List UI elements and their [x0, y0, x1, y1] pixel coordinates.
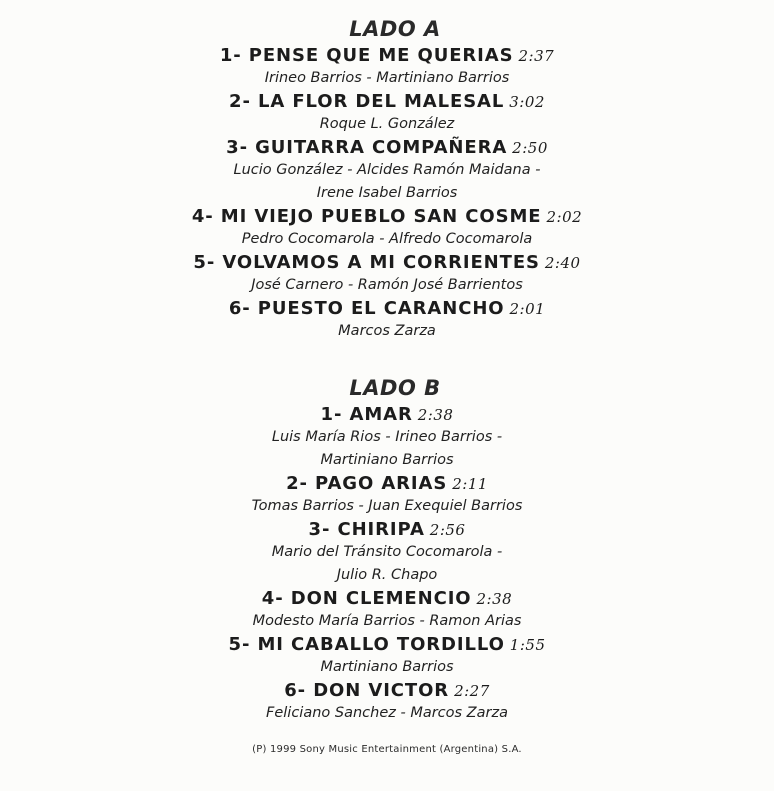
track-heading	[0, 90, 774, 113]
track-duration: 1:55	[509, 636, 546, 654]
track-duration: 3:02	[509, 93, 545, 111]
track-item	[0, 205, 774, 251]
track-credit: Lucio González - Alcides Ramón Maidana -	[233, 162, 541, 178]
track-credit: José Carnero - Ramón José Barrientos	[251, 277, 523, 293]
track-item	[0, 44, 774, 90]
track-heading	[0, 403, 774, 426]
track-duration: 2:38	[476, 590, 513, 608]
track-title: 5- VOLVAMOS A MI CORRIENTES	[193, 252, 540, 273]
track-duration: 2:56	[429, 521, 466, 539]
track-credit: Marcos Zarza	[338, 323, 436, 339]
side-b-title: LADO B	[349, 376, 441, 400]
track-title: 4- MI VIEJO PUEBLO SAN COSME	[191, 206, 542, 227]
track-duration: 2:02	[546, 208, 583, 226]
track-item	[0, 403, 774, 472]
track-credit: Mario del Tránsito Cocomarola -	[271, 544, 503, 560]
side-b	[0, 373, 774, 725]
track-heading	[0, 136, 774, 159]
track-credit: Luis María Rios - Irineo Barrios -	[271, 429, 503, 445]
track-title: 1- PENSE QUE ME QUERIAS	[219, 45, 514, 66]
track-title: 5- MI CABALLO TORDILLO	[228, 634, 505, 655]
track-credit: Pedro Cocomarola - Alfredo Cocomarola	[241, 231, 533, 247]
track-credit: Roque L. González	[319, 116, 455, 132]
track-heading	[0, 251, 774, 274]
track-item	[0, 679, 774, 725]
track-duration: 2:38	[417, 406, 454, 424]
track-credit: Martiniano Barrios	[320, 452, 454, 468]
track-heading	[0, 205, 774, 228]
track-heading	[0, 518, 774, 541]
copyright-notice: (P) 1999 Sony Music Entertainment (Argentina) S.A.	[252, 744, 522, 755]
track-title: 2- PAGO ARIAS	[286, 473, 448, 494]
track-item	[0, 136, 774, 205]
track-item	[0, 297, 774, 343]
side-a-track-list	[0, 44, 774, 343]
track-item	[0, 633, 774, 679]
track-duration: 2:50	[512, 139, 548, 157]
track-title: 1- AMAR	[320, 404, 413, 425]
track-item	[0, 518, 774, 587]
track-duration: 2:40	[544, 254, 581, 272]
track-heading	[0, 44, 774, 67]
track-item	[0, 472, 774, 518]
side-a	[0, 14, 774, 343]
track-credit: Julio R. Chapo	[336, 567, 438, 583]
track-title: 3- CHIRIPA	[308, 519, 425, 540]
track-credit: Feliciano Sanchez - Marcos Zarza	[266, 705, 508, 721]
side-b-track-list	[0, 403, 774, 725]
track-duration: 2:27	[454, 682, 490, 700]
track-heading	[0, 587, 774, 610]
track-duration: 2:37	[518, 47, 555, 65]
track-credit: Martiniano Barrios	[320, 659, 454, 675]
track-title: 6- PUESTO EL CARANCHO	[228, 298, 505, 319]
side-a-title: LADO A	[349, 17, 441, 41]
track-heading	[0, 472, 774, 495]
track-title: 2- LA FLOR DEL MALESAL	[229, 91, 505, 112]
track-heading	[0, 297, 774, 320]
track-duration: 2:01	[509, 300, 546, 318]
track-title: 4- DON CLEMENCIO	[261, 588, 472, 609]
track-duration: 2:11	[452, 475, 488, 493]
track-item	[0, 90, 774, 136]
track-item	[0, 251, 774, 297]
track-title: 3- GUITARRA COMPAÑERA	[226, 137, 508, 158]
track-credit: Modesto María Barrios - Ramon Arias	[252, 613, 522, 629]
track-credit: Irene Isabel Barrios	[316, 185, 458, 201]
track-heading	[0, 679, 774, 702]
track-title: 6- DON VICTOR	[284, 680, 450, 701]
track-credit: Tomas Barrios - Juan Exequiel Barrios	[251, 498, 523, 514]
track-heading	[0, 633, 774, 656]
track-credit: Irineo Barrios - Martiniano Barrios	[264, 70, 510, 86]
track-item	[0, 587, 774, 633]
